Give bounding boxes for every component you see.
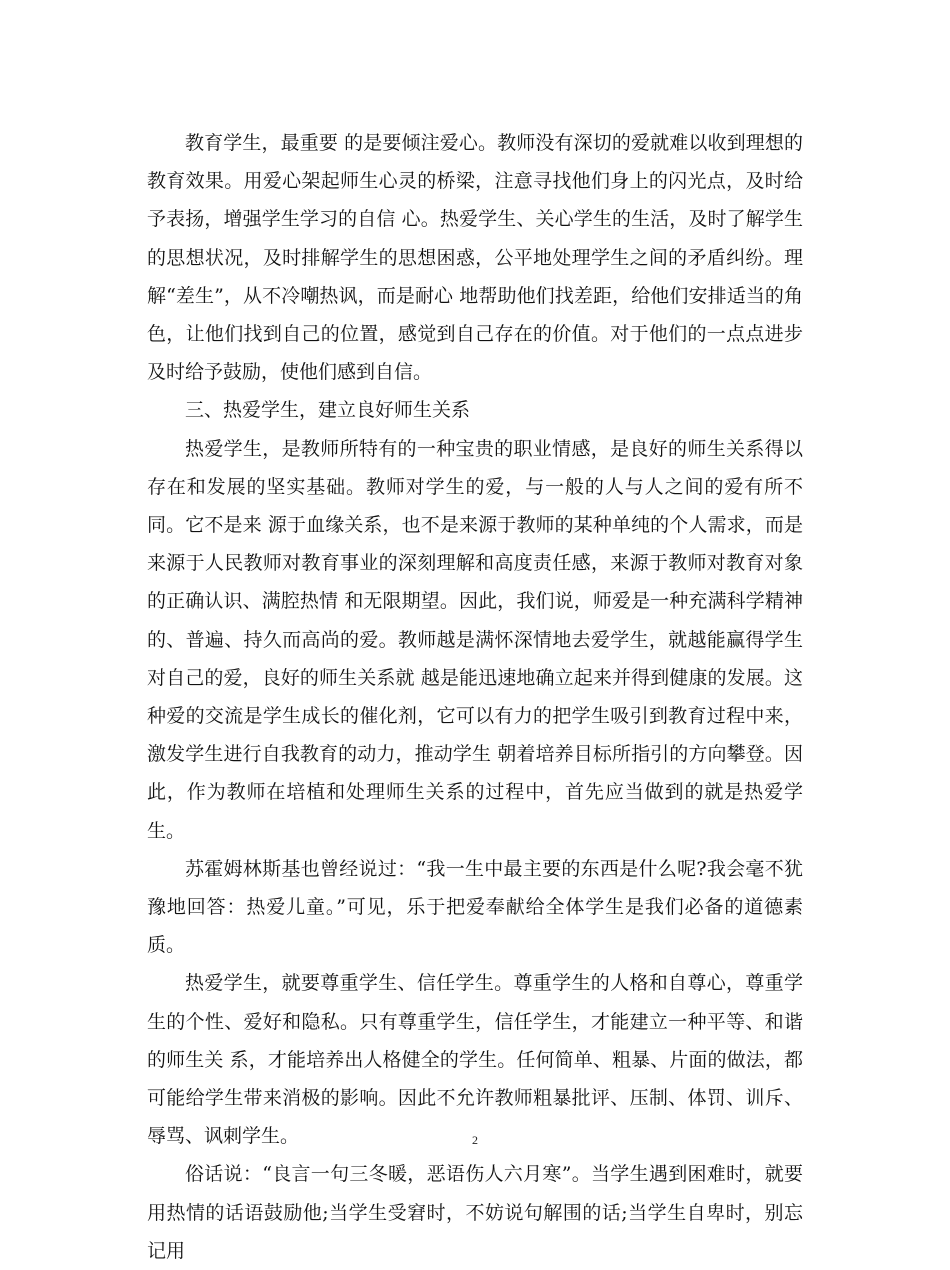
paragraph-sukhomlinsky-quote: 苏霍姆林斯基也曾经说过：“我一生中最主要的东西是什么呢?我会毫不犹豫地回答：热爱儿童。”可见，乐于把爱奉献给全体学生是我们必备的道德素质。 [147, 857, 803, 957]
page-body [147, 124, 803, 1270]
paragraph-love-education: 教育学生，最重要 的是要倾注爱心。教师没有深切的爱就难以收到理想的教育效果。用爱心架起师生心灵的桥梁，注意寻找他们身上的闪光点，及时给予表扬，增强学生学习的自信 心。热爱学生、关心学生的生活，及时了解学生的思想状况，及时排解学生的思想困惑，公平地处理学生之间的矛盾纠纷。理解“差生”，从不冷嘲热讽，而是耐心 地帮助他们找差距，给他们安排适当的角色，让他们找到自己的位置，感觉到自己存在的价值。对于他们的一点点进步及时给予鼓励，使他们感到自信。 [147, 132, 803, 384]
section-heading-three: 三、热爱学生，建立良好师生关系 [185, 399, 471, 422]
page-number: 2 [472, 1133, 478, 1147]
paragraph-teacher-love: 热爱学生，是教师所特有的一种宝贵的职业情感，是良好的师生关系得以存在和发展的坚实基础。教师对学生的爱，与一般的人与人之间的爱有所不同。它不是来 源于血缘关系，也不是来源于教师的某种单纯的个人需求，而是来源于人民教师对教育事业的深刻理解和高度责任感，来源于教师对教育对象的正确认识、满腔热情 和无限期望。因此，我们说，师爱是一种充满科学精神的、普遍、持久而高尚的爱。教师越是满怀深情地去爱学生，就越能赢得学生对自己的爱，良好的师生关系就 越是能迅速地确立起来并得到健康的发展。这种爱的交流是学生成长的催化剂，它可以有力的把学生吸引到教育过程中来，激发学生进行自我教育的动力，推动学生 朝着培养目标所指引的方向攀登。因此，作为教师在培植和处理师生关系的过程中，首先应当做到的就是热爱学生。 [147, 437, 803, 842]
paragraph-proverb: 俗话说：“良言一句三冬暖，恶语伤人六月寒”。当学生遇到困难时，就要用热情的话语鼓励他;当学生受窘时，不妨说句解围的话;当学生自卑时，别忘记用 [147, 1163, 803, 1262]
paragraph-respect-students: 热爱学生，就要尊重学生、信任学生。尊重学生的人格和自尊心，尊重学生的个性、爱好和隐私。只有尊重学生，信任学生，才能建立一种平等、和谐的师生关 系，才能培养出人格健全的学生。任何简单、粗暴、片面的做法，都可能给学生带来消极的影响。因此不允许教师粗暴批评、压制、体罚、训斥、辱骂、讽刺学生。 [147, 972, 803, 1148]
